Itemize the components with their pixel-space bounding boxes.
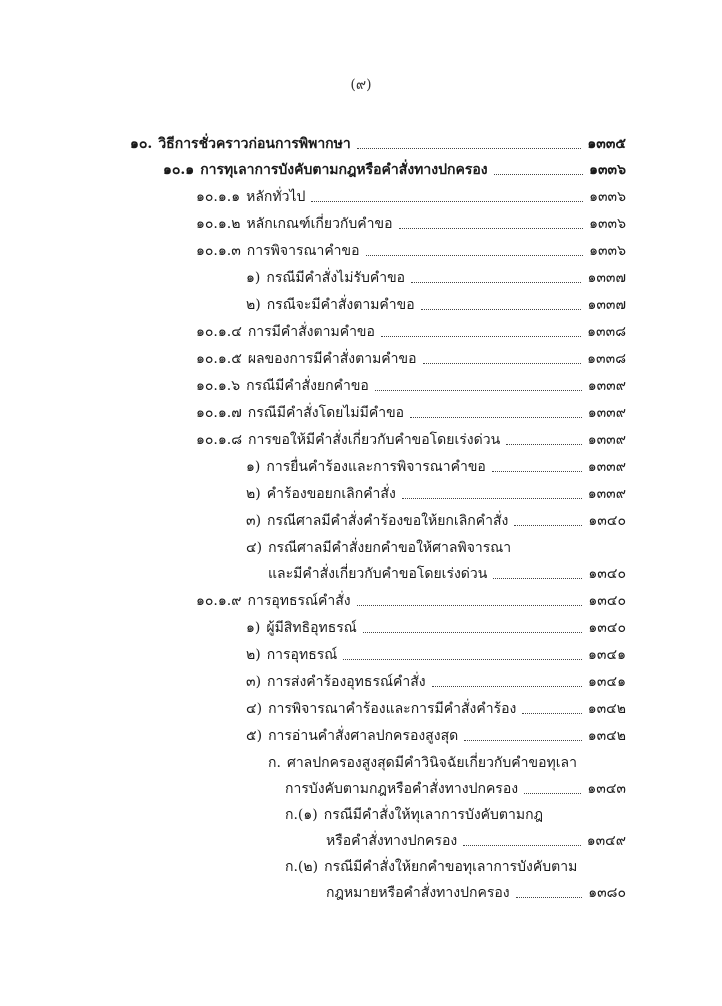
toc-entry (196, 320, 626, 342)
toc-entry-page: ๑๓๓๘ (587, 351, 626, 367)
dot-leader (524, 793, 581, 794)
toc-entry (246, 697, 626, 719)
toc-entry-label (196, 241, 360, 261)
toc-entry (326, 881, 626, 903)
toc-entry (196, 428, 626, 450)
toc-entry-label (246, 538, 511, 558)
toc-entry-number: ๑) (246, 459, 261, 475)
toc-entry-page: ๑๓๔๑ (588, 647, 626, 663)
toc-entry-number: ๑๐. (130, 136, 153, 152)
toc-entry-title: ผู้มีสิทธิอุทธรณ์ (266, 620, 357, 636)
dot-leader (357, 605, 583, 606)
dot-leader (410, 417, 582, 418)
toc-entry-page: ๑๓๔๒ (587, 701, 626, 717)
dot-leader (506, 444, 582, 445)
toc-entry-number: ๔) (246, 540, 263, 556)
toc-entry-title: การส่งคำร้องอุทธรณ์คำสั่ง (267, 674, 426, 690)
toc-entry (246, 266, 626, 288)
dot-leader (421, 309, 582, 310)
toc-entry-number: ๑๐.๑.๘ (196, 432, 243, 448)
toc-entry-label (196, 349, 417, 369)
toc-entry (285, 855, 577, 877)
toc-entry (246, 643, 626, 665)
toc-entry-number: ๑๐.๑.๕ (196, 351, 242, 367)
dot-leader (494, 174, 583, 175)
toc-entry-number: ก.(๒) (285, 859, 319, 875)
toc-entry (246, 616, 626, 638)
toc-entry-number: ๒) (246, 297, 261, 313)
toc-entry-title: การพิจารณาคำร้องและการมีคำสั่งคำร้อง (268, 701, 517, 717)
toc-entry-label (246, 484, 396, 504)
toc-entry-number: ๑) (246, 270, 261, 286)
toc-entry-title: การอ่านคำสั่งศาลปกครองสูงสุด (268, 728, 459, 744)
toc-entry (246, 482, 626, 504)
toc-entry-title: ผลของการมีคำสั่งตามคำขอ (247, 351, 417, 367)
toc-entry-page: ๑๓๓๘ (587, 324, 626, 340)
toc-entry-title: การอุทธรณ์คำสั่ง (247, 593, 351, 609)
toc-entry-label (246, 295, 415, 315)
toc-entry-page: ๑๓๔๐ (588, 566, 626, 582)
toc-entry-label (196, 403, 404, 423)
page-number: (๙) (350, 77, 372, 93)
toc-entry (196, 185, 626, 207)
toc-entry-title: คำร้องขอยกเลิกคำสั่ง (266, 486, 396, 502)
dot-leader (464, 740, 582, 741)
toc-entry (246, 509, 626, 531)
toc-entry-number: ๓) (246, 674, 262, 690)
toc-entry-title: กรณีมีคำสั่งโดยไม่มีคำขอ (247, 405, 405, 421)
dot-leader (343, 659, 582, 660)
toc-entry-label (196, 376, 369, 396)
dot-leader (516, 897, 583, 898)
toc-entry-label (196, 430, 500, 450)
toc-entry (196, 589, 626, 611)
toc-entry-title: กรณีมีคำสั่งยกคำขอ (246, 378, 369, 394)
toc-entry (196, 374, 626, 396)
toc-entry-title: และมีคำสั่งเกี่ยวกับคำขอโดยเร่งด่วน (268, 566, 488, 582)
dot-leader (493, 578, 582, 579)
toc-entry (196, 401, 626, 423)
toc-entry-page: ๑๓๔๐ (588, 620, 626, 636)
toc-entry-page: ๑๓๓๗ (587, 297, 626, 313)
toc-entry-page: ๑๓๘๐ (588, 885, 626, 901)
dot-leader (357, 148, 582, 149)
dot-leader (381, 336, 581, 337)
toc-entry-title: กรณีจะมีคำสั่งตามคำขอ (266, 297, 415, 313)
toc-entry (268, 751, 577, 773)
toc-entry-page: ๑๓๔๑ (588, 674, 626, 690)
dot-leader (423, 363, 582, 364)
dot-leader (402, 498, 582, 499)
toc-entry (285, 803, 543, 825)
dot-leader (514, 525, 582, 526)
toc-entry-title: การอุทธรณ์ (266, 647, 338, 663)
toc-entry-label (246, 268, 405, 288)
toc-entry-page: ๑๓๔๒ (587, 728, 626, 744)
toc-entry (285, 777, 626, 799)
toc-entry-page: ๑๓๓๕ (587, 136, 626, 152)
toc-entry-title: วิธีการชั่วคราวก่อนการพิพากษา (158, 136, 351, 152)
toc-entry-label (130, 134, 351, 154)
toc-entry-label (285, 857, 577, 877)
toc-entry-page: ๑๓๔๐ (588, 513, 626, 529)
toc-entry-label (246, 672, 426, 692)
toc-entry-title: ศาลปกครองสูงสุดมีคำวินิจฉัยเกี่ยวกับคำขอทุเลา (286, 755, 577, 771)
toc-entry-number: ก. (268, 755, 281, 771)
toc-entry-number: ๑๐.๑.๗ (196, 405, 242, 421)
toc-entry-number: ๔) (246, 701, 263, 717)
toc-entry-label (285, 779, 518, 799)
toc-entry-page: ๑๓๓๙ (587, 486, 626, 502)
toc-entry (246, 293, 626, 315)
toc-entry-page: ๑๓๓๙ (587, 378, 626, 394)
toc-entry-label (163, 160, 488, 180)
toc-entry-page: ๑๓๓๖ (589, 216, 626, 232)
toc-entry-label (268, 564, 487, 584)
toc-entry-title: กรณีมีคำสั่งให้ยกคำขอทุเลาการบังคับตาม (324, 859, 578, 875)
toc-entry-label (326, 831, 457, 851)
dot-leader (311, 201, 583, 202)
toc-entry-title: กรณีมีคำสั่งไม่รับคำขอ (266, 270, 406, 286)
toc-entry-label (196, 322, 375, 342)
toc-entry-page: ๑๓๔๓ (587, 781, 626, 797)
toc-entry-number: ๑๐.๑.๙ (196, 593, 242, 609)
toc-entry-label (196, 214, 393, 234)
toc-entry-page: ๑๓๔๐ (588, 593, 626, 609)
toc-entry-title: หรือคำสั่งทางปกครอง (326, 833, 458, 849)
toc-entry (196, 239, 626, 261)
dot-leader (366, 255, 584, 256)
dot-leader (463, 845, 581, 846)
toc-entry-number: ๑๐.๑ (163, 162, 195, 178)
toc-entry-number: ก.(๑) (285, 807, 318, 823)
toc-entry-label (246, 618, 357, 638)
toc-entry-number: ๕) (246, 728, 263, 744)
toc-entry-page: ๑๓๓๖ (589, 243, 626, 259)
toc-entry-title: การทุเลาการบังคับตามกฎหรือคำสั่งทางปกครอง (200, 162, 488, 178)
dot-leader (363, 632, 583, 633)
toc-entry-title: กรณีศาลมีคำสั่งคำร้องขอให้ยกเลิกคำสั่ง (267, 513, 509, 529)
toc-entry-title: กรณีศาลมีคำสั่งยกคำขอให้ศาลพิจารณา (268, 540, 512, 556)
toc-entry-title: กรณีมีคำสั่งให้ทุเลาการบังคับตามกฎ (323, 807, 543, 823)
dot-leader (522, 713, 581, 714)
toc-entry-page: ๑๓๓๖ (589, 189, 626, 205)
toc-entry-label (285, 805, 543, 825)
toc-entry-title: การมีคำสั่งตามคำขอ (247, 324, 375, 340)
toc-entry-page: ๑๓๓๙ (587, 459, 626, 475)
toc-entry (196, 347, 626, 369)
toc-entry-page: ๑๓๓๗ (587, 270, 626, 286)
toc-entry (130, 132, 626, 154)
toc-entry-title: กฎหมายหรือคำสั่งทางปกครอง (326, 885, 510, 901)
toc-entry-number: ๑๐.๑.๓ (196, 243, 241, 259)
toc-entry-number: ๑๐.๑.๑ (196, 189, 241, 205)
toc-entry-title: หลักทั่วไป (246, 189, 306, 205)
dot-leader (492, 471, 582, 472)
toc-entry-title: การขอให้มีคำสั่งเกี่ยวกับคำขอโดยเร่งด่วน (248, 432, 501, 448)
toc-entry (246, 455, 626, 477)
toc-entry-title: การพิจารณาคำขอ (246, 243, 360, 259)
toc-entry (163, 158, 626, 180)
toc-entry-label (246, 511, 508, 531)
toc-entry-number: ๑๐.๑.๖ (196, 378, 241, 394)
dot-leader (411, 282, 581, 283)
toc-entry (196, 212, 626, 234)
toc-entry-number: ๑) (246, 620, 261, 636)
toc-entry-title: การบังคับตามกฎหรือคำสั่งทางปกครอง (285, 781, 519, 797)
toc-entry-label (246, 726, 458, 746)
dot-leader (432, 686, 582, 687)
toc-entry-page: ๑๓๔๙ (586, 833, 626, 849)
toc-entry-number: ๑๐.๑.๒ (196, 216, 241, 232)
dot-leader (375, 390, 582, 391)
toc-entry-page: ๑๓๓๖ (589, 162, 626, 178)
toc-entry-number: ๒) (246, 647, 261, 663)
toc-entry-label (246, 457, 486, 477)
toc-entry-number: ๒) (246, 486, 261, 502)
dot-leader (399, 228, 584, 229)
toc-entry-page: ๑๓๓๙ (587, 405, 626, 421)
toc-entry-label (326, 883, 510, 903)
toc-entry (268, 562, 626, 584)
toc-entry-title: หลักเกณฑ์เกี่ยวกับคำขอ (246, 216, 393, 232)
toc-entry-label (268, 753, 577, 773)
toc-entry-label (196, 591, 351, 611)
toc-entry-label (246, 699, 516, 719)
toc-entry (246, 724, 626, 746)
toc-entry-label (246, 645, 337, 665)
toc-entry (246, 670, 626, 692)
toc-entry-title: การยื่นคำร้องและการพิจารณาคำขอ (266, 459, 486, 475)
toc-entry-number: ๓) (246, 513, 262, 529)
toc-entry-page: ๑๓๓๙ (587, 432, 626, 448)
toc-entry-number: ๑๐.๑.๔ (196, 324, 242, 340)
toc-entry (326, 829, 626, 851)
toc-entry (246, 536, 511, 558)
toc-entry-label (196, 187, 305, 207)
